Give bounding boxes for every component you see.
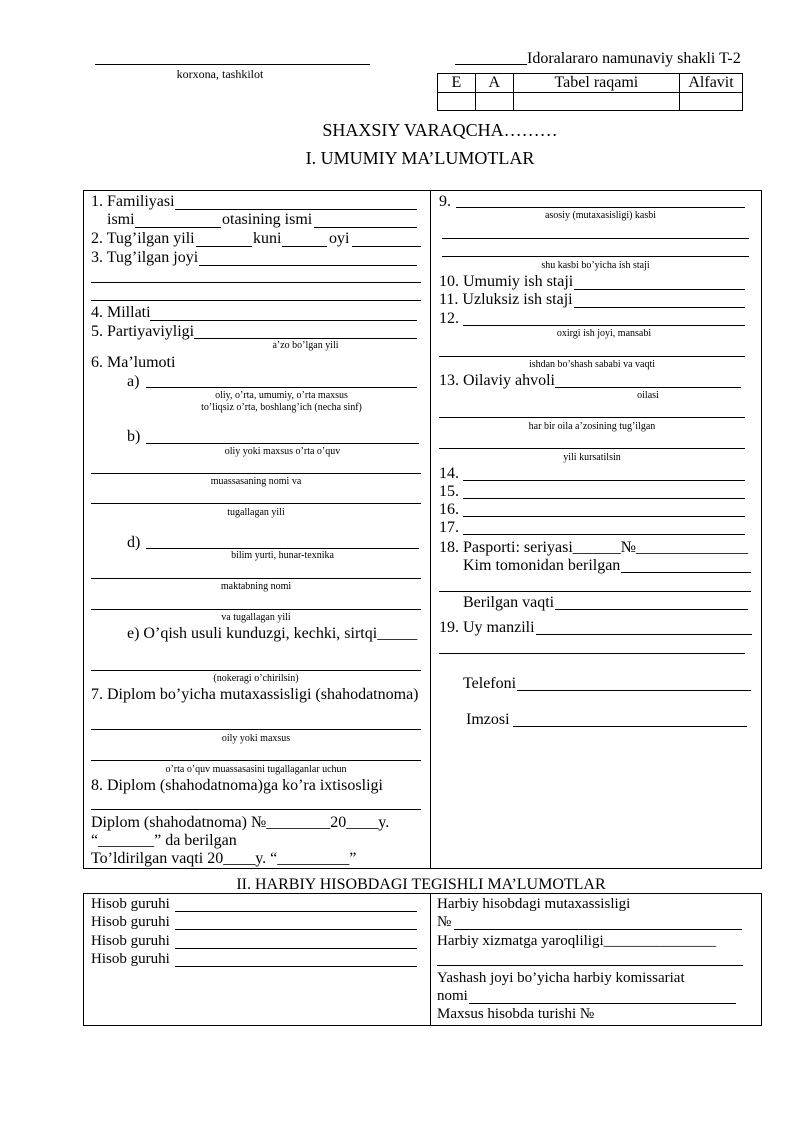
field-passport-date-label: Berilgan vaqti — [463, 594, 555, 611]
field-profession-line[interactable] — [456, 207, 745, 208]
field-family-status-line-2[interactable] — [439, 417, 745, 418]
hisob-group-line-1[interactable] — [175, 911, 417, 912]
field-birthplace-label: 3. Tug’ilgan joyi — [91, 249, 199, 266]
field-profession-label: 9. — [439, 193, 451, 210]
tabel-header-a: A — [475, 74, 513, 93]
form-title-underline — [455, 64, 527, 65]
org-name-line[interactable] — [95, 64, 370, 65]
field-last-job-caption-2: ishdan bo’shash sababi va vaqti — [528, 359, 656, 370]
field-family-status-caption-2: har bir oila a’zosining tug’ilgan — [528, 421, 656, 432]
field-17-line[interactable] — [463, 534, 745, 535]
field-party-caption: a’zo bo’lgan yili — [272, 340, 339, 351]
field-diploma-specialty-caption-2: o’rta o’quv muassasasini tugallaganlar uchun — [165, 764, 347, 775]
field-study-mode-label: e) O’qish usuli kunduzgi, kechki, sirtqi_____ — [127, 625, 418, 642]
field-profession-line-3[interactable] — [442, 256, 749, 257]
field-education-b-line[interactable] — [146, 443, 419, 444]
field-birthplace-line-2[interactable] — [91, 282, 421, 283]
field-address-line[interactable] — [536, 634, 752, 635]
field-passport-date-line[interactable] — [555, 609, 748, 610]
field-familiya-label: 1. Familiyasi — [91, 193, 175, 210]
military-specialty-number-label: № — [437, 914, 452, 930]
field-address-label: 19. Uy manzili — [439, 619, 535, 636]
hisob-group-label-1: Hisob guruhi — [91, 896, 170, 912]
field-profession-caption: asosiy (mutaxasisligi) kasbi — [544, 210, 657, 221]
field-diploma-number: Diplom (shahodatnoma) №________20____y. — [91, 814, 390, 831]
field-birthplace-line-3[interactable] — [91, 300, 421, 301]
field-education-a-label: a) — [127, 373, 140, 390]
field-birth-day-line[interactable] — [282, 246, 327, 247]
field-education-b-caption-2: muassasaning nomi va — [210, 476, 302, 487]
field-diploma-qualification-line[interactable] — [91, 809, 421, 810]
field-birth-month-label: oyi — [329, 230, 350, 247]
field-diploma-specialty-line[interactable] — [91, 729, 421, 730]
field-phone-label: Telefoni — [463, 675, 517, 692]
field-party-label: 5. Partiyaviyligi — [91, 323, 195, 340]
field-family-status-line-3[interactable] — [439, 448, 745, 449]
field-education-b-label: b) — [127, 428, 141, 445]
form-title: Idoralararo namunaviy shakli T-2 — [527, 50, 741, 67]
field-phone-line[interactable] — [517, 690, 751, 691]
field-16-line[interactable] — [463, 516, 745, 517]
field-continuous-experience-line[interactable] — [574, 307, 745, 308]
hisob-group-line-3[interactable] — [175, 948, 417, 949]
field-16-label: 16. — [439, 501, 459, 518]
hisob-group-line-2[interactable] — [175, 929, 417, 930]
field-familiya-line[interactable] — [175, 209, 417, 210]
field-birth-month-line[interactable] — [352, 246, 421, 247]
field-millati-line[interactable] — [150, 320, 417, 321]
military-commissariat-line[interactable] — [469, 1003, 736, 1004]
section2-divider — [430, 893, 431, 1025]
field-passport-label: 18. Pasporti: seriyasi______№______________ — [439, 539, 749, 556]
org-caption: korxona, tashkilot — [176, 67, 264, 81]
field-address-line-2[interactable] — [439, 653, 745, 654]
hisob-group-line-4[interactable] — [175, 966, 417, 967]
military-special-register-label: Maxsus hisobda turishi № — [437, 1006, 595, 1022]
field-continuous-experience-label: 11. Uzluksiz ish staji — [439, 291, 573, 308]
field-education-a-caption-1: oliy, o’rta, umumiy, o’rta maxsus — [215, 390, 348, 401]
military-specialty-line[interactable] — [454, 929, 742, 930]
hisob-group-label-2: Hisob guruhi — [91, 914, 170, 930]
field-study-mode-line[interactable] — [91, 670, 421, 671]
field-diploma-specialty-caption-1: oily yoki maxsus — [221, 733, 291, 744]
field-education-b-caption-1: oliy yoki maxsus o’rta o’quv — [224, 446, 341, 457]
field-last-job-line[interactable] — [463, 325, 745, 326]
field-filled-date: To’ldirilgan vaqti 20____y. “_________” — [91, 850, 357, 867]
field-family-status-caption-3: yili kursatilsin — [563, 452, 621, 463]
field-education-b-caption-3: tugallagan yili — [227, 507, 285, 518]
field-diploma-specialty-line-2[interactable] — [91, 760, 421, 761]
field-birth-year-line[interactable] — [196, 246, 252, 247]
hisob-group-label-4: Hisob guruhi — [91, 951, 170, 967]
tabel-table — [437, 73, 743, 111]
field-otasi-label: otasining ismi — [222, 211, 313, 228]
field-family-status-label: 13. Oilaviy ahvoli — [439, 372, 555, 389]
field-birth-day-label: kuni — [253, 230, 282, 247]
tabel-cell-alfavit[interactable] — [680, 93, 743, 111]
field-education-d-line[interactable] — [146, 548, 419, 549]
field-ismi-label: ismi — [107, 211, 135, 228]
field-15-line[interactable] — [463, 498, 745, 499]
field-birth-year-label: 2. Tug’ilgan yili — [91, 230, 195, 247]
field-profession-caption-2: shu kasbi bo’yicha ish staji — [541, 260, 650, 271]
field-family-status-line[interactable] — [555, 387, 741, 388]
field-17-label: 17. — [439, 519, 459, 536]
field-education-label: 6. Ma’lumoti — [91, 354, 176, 371]
field-education-a-caption-2: to’liqsiz o’rta, boshlang’ich (necha sinf) — [201, 402, 362, 413]
field-14-label: 14. — [439, 465, 459, 482]
section2-box — [83, 893, 762, 1026]
field-millati-label: 4. Millati — [91, 304, 151, 321]
section1-title: I. UMUMIY MA’LUMOTLAR — [305, 148, 535, 168]
tabel-header-number: Tabel raqami — [513, 74, 679, 93]
field-education-d-caption-2: maktabning nomi — [220, 581, 292, 592]
field-education-d-line-3[interactable] — [91, 609, 421, 610]
field-profession-line-2[interactable] — [442, 238, 749, 239]
field-last-job-label: 12. — [439, 310, 459, 327]
field-diploma-specialty-label: 7. Diplom bo’yicha mutaxassisligi (shahodatnoma) — [91, 686, 419, 703]
hisob-group-label-3: Hisob guruhi — [91, 933, 170, 949]
tabel-cell-e[interactable] — [438, 93, 476, 111]
military-specialty-label: Harbiy hisobdagi mutaxassisligi — [437, 896, 631, 912]
tabel-header-alfavit: Alfavit — [680, 74, 743, 93]
military-commissariat-label: Yashash joyi bo’yicha harbiy komissariat — [437, 970, 685, 986]
field-education-d-caption-1: bilim yurti, hunar-texnika — [231, 550, 334, 561]
section1-divider — [430, 190, 431, 869]
main-title: SHAXSIY VARAQCHA……… — [322, 120, 558, 140]
field-birthplace-line[interactable] — [199, 265, 417, 266]
field-total-experience-line[interactable] — [574, 289, 745, 290]
field-signature-label: Imzosi — [466, 711, 510, 728]
field-otasi-line[interactable] — [314, 227, 417, 228]
field-party-line[interactable] — [194, 338, 417, 339]
field-education-d-label: d) — [127, 534, 141, 551]
field-ismi-line[interactable] — [135, 227, 221, 228]
tabel-cell-number[interactable] — [513, 93, 679, 111]
military-fitness-line-2[interactable] — [437, 965, 743, 966]
field-education-d-line-2[interactable] — [91, 578, 421, 579]
field-last-job-caption: oxirgi ish joyi, mansabi — [556, 328, 652, 339]
field-signature-line[interactable] — [513, 726, 747, 727]
field-passport-issuer-line-2[interactable] — [439, 591, 751, 592]
tabel-header-e: E — [438, 74, 476, 93]
field-family-status-caption: oilasi — [637, 390, 659, 401]
field-15-label: 15. — [439, 483, 459, 500]
field-study-mode-caption: (nokeragi o’chirilsin) — [213, 673, 299, 684]
field-14-line[interactable] — [463, 480, 745, 481]
military-commissariat-name-label: nomi — [437, 988, 468, 1004]
field-education-a-line[interactable] — [146, 387, 417, 388]
field-last-job-line-2[interactable] — [439, 356, 745, 357]
section2-title: II. HARBIY HISOBDAGI TEGISHLI MA’LUMOTLAR — [236, 876, 606, 893]
field-education-d-caption-3: va tugallagan yili — [221, 612, 291, 623]
field-education-b-line-3[interactable] — [91, 503, 421, 504]
field-passport-issuer-label: Kim tomonidan berilgan — [463, 557, 621, 574]
field-total-experience-label: 10. Umumiy ish staji — [439, 273, 574, 290]
field-diploma-issued: “_______” da berilgan — [91, 832, 237, 849]
field-diploma-qualification-label: 8. Diplom (shahodatnoma)ga ko’ra ixtisosligi — [91, 777, 383, 794]
field-passport-issuer-line[interactable] — [621, 572, 751, 573]
field-education-b-line-2[interactable] — [91, 473, 421, 474]
tabel-cell-a[interactable] — [475, 93, 513, 111]
military-fitness-label: Harbiy xizmatga yaroqliligi_______________ — [437, 933, 717, 949]
